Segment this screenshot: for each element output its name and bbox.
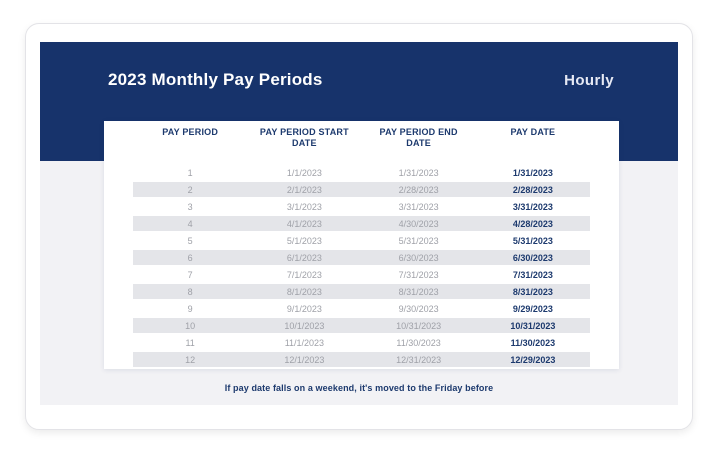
table-row	[133, 249, 590, 266]
cell-end-date: 4/30/2023	[398, 218, 439, 229]
cell-pay-period: 4	[187, 218, 193, 229]
cell-pay-date: 2/28/2023	[512, 184, 553, 195]
column-header-pay-period: PAY PERIOD	[162, 127, 219, 137]
cell-pay-date: 3/31/2023	[512, 201, 553, 212]
cell-start-date: 11/1/2023	[284, 337, 325, 348]
cell-end-date: 11/30/2023	[396, 337, 441, 348]
cell-pay-period: 8	[187, 286, 193, 297]
weekend-pay-note: If pay date falls on a weekend, it's moved to the Friday before	[224, 383, 494, 393]
table-row	[133, 181, 590, 198]
cell-pay-date: 5/31/2023	[512, 235, 553, 246]
cell-pay-date: 8/31/2023	[512, 286, 553, 297]
column-header-pay-date: PAY DATE	[510, 127, 556, 137]
column-header-start-date: PAY PERIOD START DATE	[259, 127, 349, 148]
cell-end-date: 12/31/2023	[396, 354, 442, 365]
cell-pay-date: 1/31/2023	[512, 167, 553, 178]
column-header-end-date: PAY PERIOD END DATE	[379, 127, 458, 148]
cell-start-date: 12/1/2023	[284, 354, 325, 365]
cell-start-date: 9/1/2023	[286, 303, 322, 314]
cell-pay-period: 10	[185, 320, 196, 331]
cell-pay-period: 9	[187, 303, 193, 314]
table-header-row	[104, 121, 619, 164]
cell-pay-period: 6	[187, 252, 193, 263]
table-row	[133, 266, 590, 283]
table-row	[133, 164, 590, 181]
cell-pay-date: 7/31/2023	[512, 269, 553, 280]
cell-start-date: 2/1/2023	[286, 184, 322, 195]
cell-end-date: 6/30/2023	[398, 252, 439, 263]
cell-start-date: 5/1/2023	[286, 235, 322, 246]
pay-type-badge: Hourly	[564, 72, 614, 89]
cell-pay-date: 6/30/2023	[512, 252, 553, 263]
table-row	[133, 283, 590, 300]
cell-end-date: 10/31/2023	[396, 320, 442, 331]
table-row	[133, 198, 590, 215]
cell-start-date: 7/1/2023	[286, 269, 322, 280]
pay-schedule-card	[25, 23, 693, 430]
cell-end-date: 1/31/2023	[398, 167, 439, 178]
cell-pay-period: 1	[187, 167, 193, 178]
cell-pay-date: 9/29/2023	[512, 303, 553, 314]
cell-pay-period: 2	[187, 184, 193, 195]
cell-end-date: 9/30/2023	[398, 303, 439, 314]
cell-end-date: 5/31/2023	[398, 235, 439, 246]
cell-end-date: 7/31/2023	[398, 269, 439, 280]
cell-pay-period: 11	[185, 337, 195, 348]
cell-start-date: 10/1/2023	[284, 320, 325, 331]
cell-pay-date: 12/29/2023	[510, 354, 556, 365]
table-row	[133, 215, 590, 232]
cell-start-date: 3/1/2023	[286, 201, 322, 212]
pay-periods-table	[104, 121, 619, 369]
cell-pay-period: 5	[187, 235, 193, 246]
page-title: 2023 Monthly Pay Periods	[108, 70, 323, 89]
cell-pay-date: 11/30/2023	[510, 337, 556, 348]
cell-end-date: 3/31/2023	[398, 201, 439, 212]
cell-pay-period: 3	[187, 201, 193, 212]
cell-start-date: 4/1/2023	[286, 218, 322, 229]
cell-pay-date: 4/28/2023	[512, 218, 553, 229]
cell-start-date: 1/1/2023	[286, 167, 322, 178]
pay-schedule-flyer	[40, 42, 678, 405]
cell-start-date: 8/1/2023	[286, 286, 322, 297]
table-row	[133, 317, 590, 334]
table-row	[133, 300, 590, 317]
table-row	[133, 334, 590, 351]
cell-end-date: 8/31/2023	[398, 286, 439, 297]
table-row	[133, 232, 590, 249]
table-row	[133, 351, 590, 368]
cell-start-date: 6/1/2023	[286, 252, 322, 263]
cell-pay-period: 12	[185, 354, 196, 365]
cell-end-date: 2/28/2023	[398, 184, 439, 195]
cell-pay-date: 10/31/2023	[510, 320, 556, 331]
table-body	[104, 164, 619, 368]
cell-pay-period: 7	[187, 269, 193, 280]
